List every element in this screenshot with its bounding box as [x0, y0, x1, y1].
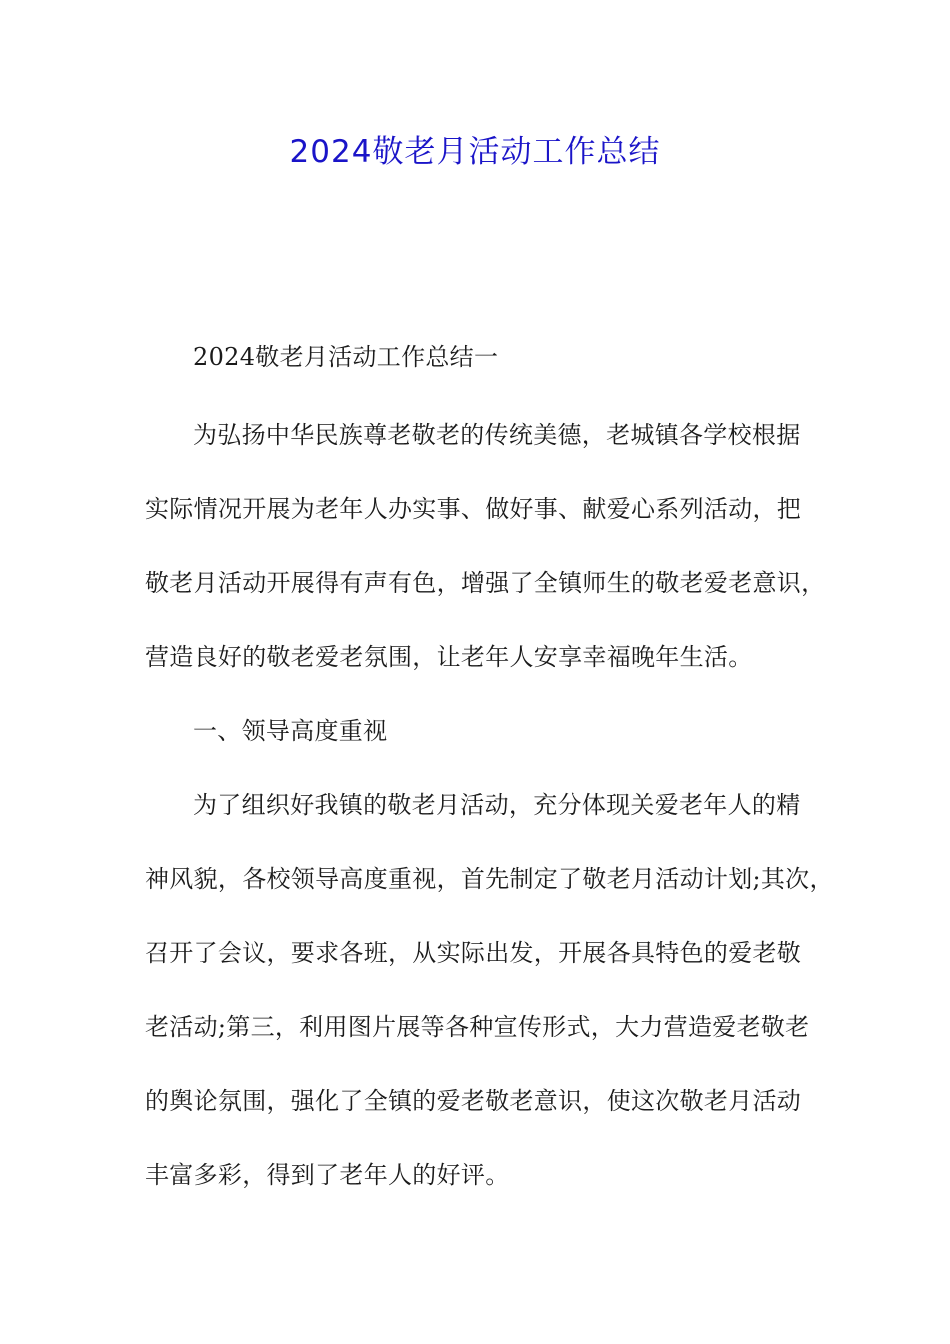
paragraph-2-line-4: 老活动;第三，利用图片展等各种宣传形式，大力营造爱老敬老	[145, 1013, 810, 1041]
paragraph-1-line-2: 实际情况开展为老年人办实事、做好事、献爱心系列活动，把	[145, 495, 802, 523]
paragraph-2-line-1: 为了组织好我镇的敬老月活动，充分体现关爱老年人的精	[193, 791, 801, 819]
paragraph-1-line-3: 敬老月活动开展得有声有色，增强了全镇师生的敬老爱老意识，	[145, 569, 826, 597]
paragraph-2-line-6: 丰富多彩，得到了老年人的好评。	[145, 1161, 510, 1189]
paragraph-1-line-1: 为弘扬中华民族尊老敬老的传统美德，老城镇各学校根据	[193, 421, 801, 449]
section-heading-leadership: 一、领导高度重视	[193, 717, 388, 745]
document-title: 2024敬老月活动工作总结	[289, 134, 661, 170]
paragraph-2-line-5: 的舆论氛围，强化了全镇的爱老敬老意识，使这次敬老月活动	[145, 1087, 802, 1115]
paragraph-1-line-4: 营造良好的敬老爱老氛围，让老年人安享幸福晚年生活。	[145, 643, 753, 671]
paragraph-2-line-3: 召开了会议，要求各班，从实际出发，开展各具特色的爱老敬	[145, 939, 802, 967]
paragraph-2-line-2: 神风貌，各校领导高度重视，首先制定了敬老月活动计划;其次，	[145, 865, 834, 893]
section-heading-summary-one: 2024敬老月活动工作总结一	[193, 343, 499, 371]
